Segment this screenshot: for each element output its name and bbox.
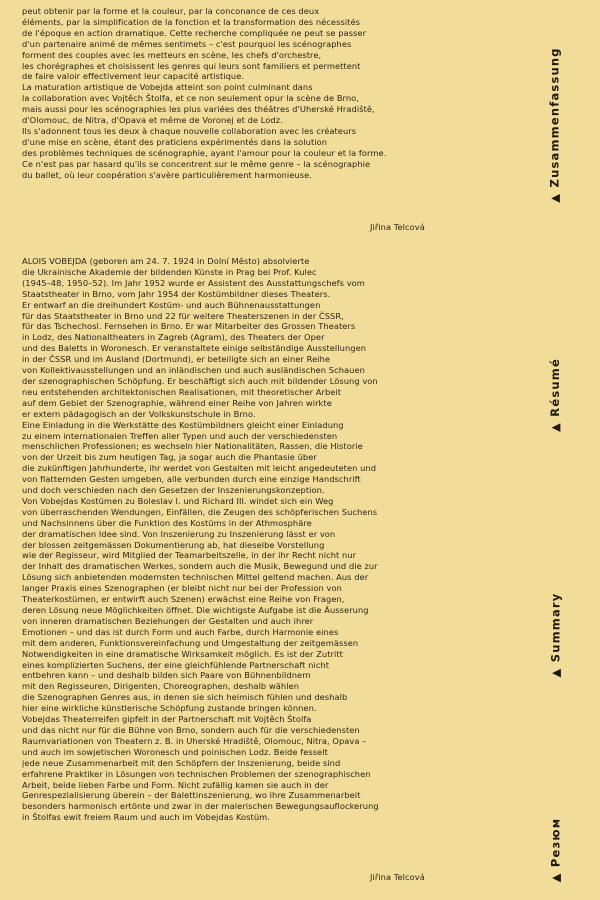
french-text-line: La maturation artistique de Vobejda atteint son point culminant dans xyxy=(22,82,313,93)
german-text-line: und das nicht nur für die Bühne von Brno, sondern auch für die verschiedensten xyxy=(22,724,360,735)
french-text-line: les chorégraphes et choisissent les genres qui leurs sont familiers et permettent xyxy=(22,60,361,71)
german-text-line: von der Urzeit bis zum heutigen Tag, ja sogar auch die Phantasie über xyxy=(22,452,317,463)
german-text-line: Theaterkostümen, er entwirft auch Szenen) erwächst eine Reihe von Fragen, xyxy=(22,594,345,605)
german-text-line: Staatstheater in Brno, vom Jahr 1954 der Kostümbildner dieses Theaters. xyxy=(22,288,331,299)
german-text-line: der szenographischen Schöpfung. Er beschäftigt sich auch mit bildender Lösung von xyxy=(22,375,378,386)
german-text-line: jede neue Zusammenarbeit mit den Schöpfern der Inszenierung, beide sind xyxy=(22,757,341,768)
german-text-line: und des Baletts in Woronesch. Er veranstaltete einige selbständige Ausstellungen xyxy=(22,343,367,354)
german-text-line: erfahrene Praktiker in Lösungen von technischen Problemen der szenographischen xyxy=(22,768,371,779)
german-text-line: der Inhalt des dramatischen Werkes, sondern auch die Musik, Bewegund und die zur xyxy=(22,561,378,572)
german-text-line: die Ukrainische Akademie der bildenden Künste in Prag bei Prof. Kulec xyxy=(22,266,317,277)
german-text-line: in der ČSSR und im Ausland (Dortmund), er beteiligte sich an einer Reihe xyxy=(22,354,331,365)
german-text-line: Notwendigkeiten in eine dramatische Wirksamkeit möglich. Es ist der Zutritt xyxy=(22,648,343,659)
german-text-line: Arbeit, beide lieben Farbe und Form. Nicht zufällig kamen sie auch in der xyxy=(22,779,329,790)
side-label-rezyume: ▲ Резюм xyxy=(548,817,562,883)
german-text-line: Eine Einladung in die Werkstätte des Kostümbildners gleicht einer Einladung xyxy=(22,419,344,430)
german-text-line: ALOIS VOBEJDA (geboren am 24. 7. 1924 in Dolní Město) absolvierte xyxy=(22,256,310,266)
french-text-line: d'un partenaire animé de mêmes sentimets – c'est pourquoi les scénographes xyxy=(22,38,352,49)
german-text-line: (1945–48, 1950–52). Im Jahr 1952 wurde er Assistent des Ausstattungschefs vom xyxy=(22,277,365,288)
german-text-line: die Szenographen Genres aus, in denen sie sich heimisch fühlen und deshalb xyxy=(22,692,348,703)
german-text-line: Er entwarf an die dreihundert Kostüm- und auch Bühnenausstattungen xyxy=(22,299,321,310)
german-text-line: in Štolfas ewit freiem Raum und auch im Vobejdas Kostüm. xyxy=(22,812,270,823)
german-text-line: Von Vobejdas Kostümen zu Boleslav I. und Richard III. windet sich ein Weg xyxy=(22,495,334,506)
french-text-line: mais aussi pour les scénographies les plus variées des théâtres d'Uherské Hradiště, xyxy=(22,104,375,115)
german-text-line: in Lodz, des Nationaltheaters in Zagreb (Agram), des Theaters der Oper xyxy=(22,332,325,343)
german-text-line: der dramatischen Idee sind. Von Inszenierung zu Inszenierung lässt er von xyxy=(22,528,336,539)
french-text-line: éléments, par la simplification de la fonction et la transformation des nécessités xyxy=(22,16,361,27)
french-text-line: Ils s'adonnent tous les deux à chaque nouvelle collaboration avec les créateurs xyxy=(22,125,357,136)
french-text-line: des problèmes techniques de scénographie, ayant l'amour pour la couleur et la forme. xyxy=(22,147,387,158)
german-text-line: und auch im sowjetischen Woronesch und poinischen Lodz. Beide fesselt xyxy=(22,746,328,757)
german-text-line: und doch verschieden nach den Gesetzen der Inszenierungskonzeption. xyxy=(22,485,325,496)
side-label-summary: ▲ Summary xyxy=(548,592,563,678)
german-signature: Jiřina Telcová xyxy=(370,872,425,882)
french-text-line: la collaboration avec Vojtěch Štolfa, et ce non seulement opur la scène de Brno, xyxy=(22,93,359,104)
german-text-line: die zukünftigen Jahrhunderte, ihr werdet von Gestalten mit leicht angedeuteten und xyxy=(22,463,377,474)
german-text-line: besonders harmonisch ertönte und zwar in der malerischen Bewegungsauflockerung xyxy=(22,801,379,812)
french-signature: Jiřina Telcová xyxy=(370,222,425,232)
german-text-line: von inneren dramatischen Beziehungen der Gestalten und auch ihrer xyxy=(22,615,314,626)
german-text-line: auf dem Gebiet der Szenographie, während einer Reihe von Jahren wirkte xyxy=(22,397,332,408)
french-text-line: d'une mise en scène, étant des praticiens expérimentés dans la solution xyxy=(22,136,328,147)
german-text-line: mit den Regisseuren, Dirigenten, Choreographen, deshalb wählen xyxy=(22,681,300,692)
german-text-line: wie der Regisseur, wird Mitglied der Teamarbeitszelle, in der ihr Recht nicht nur xyxy=(22,550,357,561)
german-text-line: er extern pädagogisch an der Volkskunstschule in Brno. xyxy=(22,408,256,419)
german-text-line: hier eine wirkliche künstlerische Schöpfung zustande bringen können. xyxy=(22,703,317,714)
german-text-line: menschlichen Professionen; es wechseln hier Nationalitäten, Rassen, die Historie xyxy=(22,441,363,452)
german-text-line: und Nachsinnens über die Funktion des Kostüms in der Athmosphäre xyxy=(22,517,312,528)
german-text-line: Genrespezialisierung überein – der Balettinszenierung, wo ihre Zusammenarbeit xyxy=(22,790,361,801)
german-text-line: von flatternden Gesten umgeben, alle verbunden durch eine einzige Handschrift xyxy=(22,474,361,485)
german-text-line: Vobejdas Theaterreifen gipfelt in der Partnerschaft mit Vojtěch Štolfa xyxy=(22,714,312,725)
french-summary xyxy=(22,6,512,181)
german-text-line: zu einem internationalen Treffen aller Typen und auch der verschiedensten xyxy=(22,430,338,441)
german-text-line: für das Tschechosl. Fernsehen in Brno. Er war Mitarbeiter des Grossen Theaters xyxy=(22,321,356,332)
french-text-line: Ce n'est pas par hasard qu'ils se concentrent sur le même genre – la scénographie xyxy=(22,158,371,169)
french-text-line: de faire valoir effectivement leur capacité artistique. xyxy=(22,71,245,82)
german-text-line: entbehren kann – und deshalb bilden sich Paare von Bühnenbildnern xyxy=(22,670,311,681)
german-text-line: mit dem anderen, Funktionsvereinfachung und Umgestaltung der zeitgemässen xyxy=(22,637,359,648)
german-text-line: von überraschenden Wendungen, Einfällen, die Zeugen des schöpferischen Suchens xyxy=(22,506,378,517)
side-label-resume: ▲ Résumé xyxy=(548,358,563,432)
german-text-line: neu entstehenden architektonischen Realisationen, mit theoretischer Arbeit xyxy=(22,386,342,397)
german-text-line: deren Lösung neue Möglichkeiten öffnet. Die wichtigste Aufgabe ist die Äusserung xyxy=(22,605,369,615)
german-text-line: der blossen zeitgemässen Dokumentierung ab, hat dieselbe Vorstellung xyxy=(22,539,325,550)
german-text-line: für das Staatstheater in Brno und 22 für weitere Theaterszenen in der ČSSR, xyxy=(22,310,344,321)
french-text-line: peut obtenir par la forme et la couleur, par la conconance de ces deux xyxy=(22,6,320,16)
side-label-zusammenfassung: ▲ Zusammenfassung xyxy=(548,47,563,203)
french-text-line: d'Olomouc, de Nitra, d'Opava et même de Voronej et de Lodz. xyxy=(22,115,283,126)
german-text-line: Lösung sich anbietenden modernsten technischen Mittel geltend machen. Aus der xyxy=(22,572,369,583)
german-text-line: von Kollektivausstellungen und an inländischen und auch ausländischen Schauen xyxy=(22,365,365,376)
german-text-line: eines komplizierten Suchens, der eine gleichfühlende Partnerschaft nicht xyxy=(22,659,330,670)
german-text-line: Emotionen – und das ist durch Form und auch Farbe, durch Harmonie eines xyxy=(22,626,339,637)
french-text-line: du ballet, où leur coopération s'avère particulièrement harmonieuse. xyxy=(22,169,312,180)
german-summary xyxy=(22,256,512,823)
french-text-line: de l'époque en action dramatique. Cette recherche compliquée ne peut se passer xyxy=(22,27,367,38)
french-text-line: forment des couples avec les metteurs en scène, les chefs d'orchestre, xyxy=(22,49,322,60)
german-text-line: Raumvariationen von Theatern z. B. in Uherské Hradiště, Olomouc, Nitra, Opava – xyxy=(22,735,367,746)
german-text-line: langer Praxis eines Szenographen (er bleibt nicht nur bei der Profession von xyxy=(22,583,342,594)
